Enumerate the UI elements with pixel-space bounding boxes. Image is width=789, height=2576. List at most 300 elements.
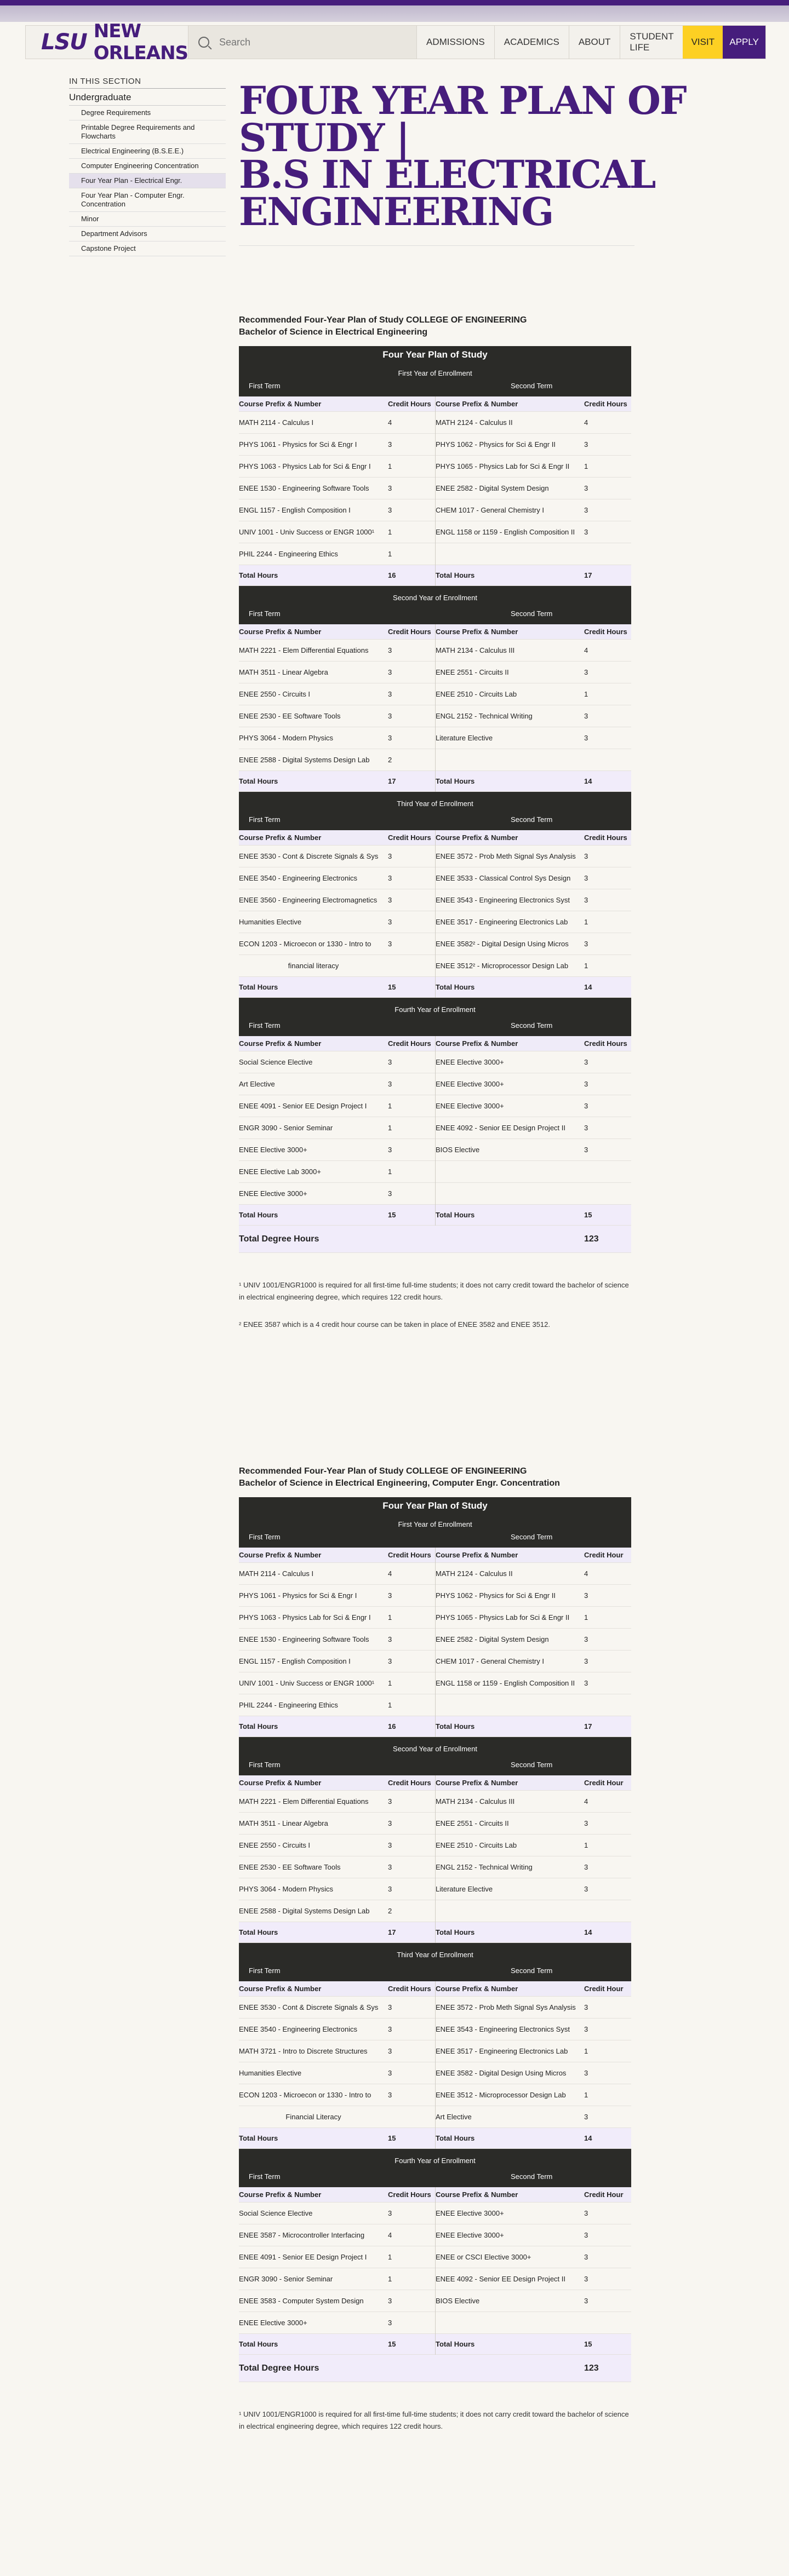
sidebar-item-computer-concentration[interactable]: Computer Engineering Concentration (69, 159, 226, 174)
course-first-term: ENEE 3540 - Engineering Electronics (239, 2025, 358, 2033)
credit-first-term: 3 (388, 440, 392, 449)
course-second-term: ENEE 3572 - Prob Meth Signal Sys Analysis (435, 846, 584, 867)
plan-heading-line2: Bachelor of Science in Electrical Engineering, Computer Engr. Concentration (239, 1479, 560, 1488)
credit-first-term: 1 (388, 550, 392, 558)
column-header-row (239, 1548, 631, 1563)
total-degree-label: Total Degree Hours (239, 1234, 319, 1244)
credit-first-term: 3 (388, 712, 392, 720)
nav-about[interactable]: ABOUT (569, 26, 620, 59)
course-first-term: ENEE Elective 3000+ (239, 2319, 307, 2327)
course-row (239, 412, 631, 434)
first-term-label: First Term (249, 610, 281, 618)
course-first-term: ENEE 2550 - Circuits I (239, 1841, 311, 1849)
credit-first-term: 3 (388, 918, 392, 926)
total-label-second: Total Hours (435, 771, 584, 792)
credit-first-term: 3 (388, 2003, 392, 2011)
year-label: First Year of Enrollment (398, 1520, 472, 1528)
course-row (239, 867, 631, 889)
credit-first-term: 3 (388, 2047, 392, 2055)
total-label-second: Total Hours (435, 565, 584, 586)
credit-second-term: 4 (584, 1797, 588, 1806)
search-icon[interactable] (198, 37, 209, 48)
credit-second-term: 3 (584, 506, 588, 514)
course-row (239, 543, 631, 565)
course-first-term: PHYS 3064 - Modern Physics (239, 1885, 333, 1893)
col-course-header: Course Prefix & Number (239, 1779, 322, 1787)
col-course-header: Course Prefix & Number (239, 833, 322, 842)
credit-second-term: 3 (584, 2209, 588, 2217)
first-term-label: First Term (249, 1533, 281, 1541)
credit-first-term: 1 (388, 1102, 392, 1110)
total-hours-row (239, 1205, 631, 1226)
course-second-term: ENEE 3517 - Engineering Electronics Lab (435, 911, 584, 933)
course-first-term: ENEE 1530 - Engineering Software Tools (239, 484, 369, 492)
column-header-row (239, 830, 631, 846)
course-first-term: PHYS 1061 - Physics for Sci & Engr I (239, 1591, 357, 1600)
sidebar-item-four-year-plan-ce[interactable]: Four Year Plan - Computer Engr. Concentration (69, 188, 226, 212)
course-first-term: MATH 2221 - Elem Differential Equations (239, 646, 369, 654)
course-first-term: PHYS 1063 - Physics Lab for Sci & Engr I (239, 1613, 371, 1622)
total-degree-value: 123 (584, 1234, 599, 1244)
course-second-term: ENEE 2510 - Circuits Lab (435, 1835, 584, 1856)
year-header (239, 2149, 631, 2187)
course-row (239, 2084, 631, 2106)
course-first-term: MATH 2114 - Calculus I (239, 418, 314, 427)
col-course-header-2: Course Prefix & Number (435, 1548, 584, 1563)
course-row (239, 705, 631, 727)
col-credit-header-2: Credit Hour (584, 1551, 624, 1559)
course-first-term: ENEE 3540 - Engineering Electronics (239, 874, 358, 882)
credit-first-term: 4 (388, 418, 392, 427)
course-first-term: ENEE Elective 3000+ (239, 1146, 307, 1154)
total-first-term: 15 (388, 983, 396, 991)
logo-new-orleans-text: NEW ORLEANS (93, 20, 188, 64)
course-second-term: CHEM 1017 - General Chemistry I (435, 1651, 584, 1672)
course-first-term: ENGL 1157 - English Composition I (239, 506, 351, 514)
year-label: First Year of Enrollment (398, 369, 472, 377)
course-row (239, 749, 631, 771)
total-label-second: Total Hours (435, 1922, 584, 1943)
credit-first-term: 2 (388, 1907, 392, 1915)
total-label-first: Total Hours (239, 1211, 278, 1219)
credit-first-term: 3 (388, 2025, 392, 2033)
course-first-term: Social Science Elective (239, 1058, 313, 1066)
course-row (239, 1900, 631, 1922)
sidebar-item-capstone[interactable]: Capstone Project (69, 242, 226, 256)
course-row (239, 521, 631, 543)
course-second-term: ENEE 3533 - Classical Control Sys Design (435, 867, 584, 889)
col-course-header: Course Prefix & Number (239, 1039, 322, 1048)
credit-second-term: 3 (584, 874, 588, 882)
course-first-term: Financial Literacy (285, 2113, 341, 2121)
course-row (239, 1835, 631, 1856)
total-first-term: 17 (388, 1928, 396, 1936)
total-degree-row (239, 2355, 631, 2382)
total-degree-spacer-2 (435, 2355, 584, 2382)
total-label-second: Total Hours (435, 2334, 584, 2355)
table-title: Four Year Plan of Study (382, 1500, 488, 1511)
course-first-term: ENEE 2550 - Circuits I (239, 690, 311, 698)
course-second-term: ENGL 1158 or 1159 - English Composition II (435, 1672, 584, 1694)
course-row (239, 640, 631, 662)
total-second-term: 17 (584, 571, 592, 579)
total-label-first: Total Hours (239, 1928, 278, 1936)
credit-second-term: 3 (584, 2069, 588, 2077)
year-header (239, 586, 631, 624)
course-second-term: ENEE 3582² - Digital Design Using Micros (435, 933, 584, 955)
nav-admissions[interactable]: ADMISSIONS (416, 26, 494, 59)
credit-first-term: 4 (388, 1569, 392, 1578)
lsu-new-orleans-logo[interactable] (26, 20, 188, 64)
col-credit-header-2: Credit Hour (584, 1985, 624, 1993)
course-row (239, 1161, 631, 1183)
sidebar-item-printable-requirements[interactable]: Printable Degree Requirements and Flowcharts (69, 120, 226, 144)
course-row (239, 1095, 631, 1117)
plan-heading-line2: Bachelor of Science in Electrical Engineering (239, 327, 428, 337)
course-first-term: financial literacy (288, 962, 339, 970)
col-course-header-2: Course Prefix & Number (435, 830, 584, 846)
course-row (239, 1813, 631, 1835)
credit-second-term: 3 (584, 2253, 588, 2261)
credit-second-term: 3 (584, 896, 588, 904)
course-row (239, 1183, 631, 1205)
credit-second-term: 3 (584, 668, 588, 676)
course-row (239, 499, 631, 521)
course-row (239, 1694, 631, 1716)
course-row (239, 2224, 631, 2246)
total-label-second: Total Hours (435, 1205, 584, 1226)
total-hours-row (239, 1922, 631, 1943)
column-header-row (239, 2187, 631, 2203)
credit-second-term: 3 (584, 1146, 588, 1154)
year-header (239, 998, 631, 1036)
column-header-row (239, 396, 631, 412)
course-row (239, 1878, 631, 1900)
credit-second-term: 3 (584, 1885, 588, 1893)
sidebar-heading-undergraduate[interactable]: Undergraduate (69, 89, 226, 106)
course-row (239, 846, 631, 867)
credit-second-term: 3 (584, 1591, 588, 1600)
first-term-label: First Term (249, 1967, 281, 1975)
col-course-header: Course Prefix & Number (239, 1985, 322, 1993)
plan-heading (239, 314, 631, 338)
second-term-label: Second Term (511, 2172, 553, 2181)
total-first-term: 16 (388, 1722, 396, 1730)
col-credit-header-2: Credit Hour (584, 1779, 624, 1787)
course-row (239, 1672, 631, 1694)
course-first-term: MATH 2114 - Calculus I (239, 1569, 314, 1578)
course-first-term: ENEE 2530 - EE Software Tools (239, 1863, 341, 1871)
credit-second-term: 3 (584, 1679, 588, 1687)
total-second-term: 14 (584, 1928, 592, 1936)
first-term-label: First Term (249, 1761, 281, 1769)
course-second-term: ENEE 2582 - Digital System Design (435, 478, 584, 499)
course-row (239, 933, 631, 955)
course-row (239, 1073, 631, 1095)
credit-first-term: 3 (388, 896, 392, 904)
plan-heading-line1: Recommended Four-Year Plan of Study COLLEGE OF ENGINEERING (239, 315, 527, 325)
total-first-term: 16 (388, 571, 396, 579)
title-divider (239, 245, 634, 246)
credit-second-term: 3 (584, 1635, 588, 1643)
course-first-term: Art Elective (239, 1080, 275, 1088)
course-first-term: UNIV 1001 - Univ Success or ENGR 1000¹ (239, 1679, 375, 1687)
credit-first-term: 3 (388, 1635, 392, 1643)
second-term-label: Second Term (511, 610, 553, 618)
course-first-term: MATH 2221 - Elem Differential Equations (239, 1797, 369, 1806)
course-row (239, 683, 631, 705)
course-second-term: ENEE Elective 3000+ (435, 1095, 584, 1117)
course-second-term: BIOS Elective (435, 1139, 584, 1161)
credit-first-term: 1 (388, 2275, 392, 2283)
credit-second-term: 3 (584, 2025, 588, 2033)
col-credit-header: Credit Hours (388, 1985, 431, 1993)
credit-first-term: 3 (388, 668, 392, 676)
total-hours-row (239, 1716, 631, 1737)
total-degree-value: 123 (584, 2363, 599, 2373)
visit-button[interactable]: VISIT (683, 26, 723, 59)
credit-second-term: 1 (584, 2047, 588, 2055)
credit-first-term: 3 (388, 1841, 392, 1849)
total-first-term: 15 (388, 2340, 396, 2348)
course-second-term: ENEE Elective 3000+ (435, 1051, 584, 1073)
credit-first-term: 3 (388, 1819, 392, 1827)
course-second-term: BIOS Elective (435, 2290, 584, 2312)
col-course-header: Course Prefix & Number (239, 1551, 322, 1559)
total-hours-row (239, 2128, 631, 2149)
course-first-term: ENEE 3530 - Cont & Discrete Signals & Sys (239, 2003, 379, 2011)
plan-heading (239, 1465, 631, 1490)
course-first-term: ENEE 4091 - Senior EE Design Project I (239, 1102, 367, 1110)
course-second-term: ENEE 3512 - Microprocessor Design Lab (435, 2084, 584, 2106)
credit-second-term: 3 (584, 484, 588, 492)
credit-second-term: 4 (584, 646, 588, 654)
second-term-label: Second Term (511, 382, 553, 390)
sidebar-item-advisors[interactable]: Department Advisors (69, 227, 226, 242)
search-input[interactable] (219, 37, 416, 48)
column-header-row (239, 624, 631, 640)
col-course-header-2: Course Prefix & Number (435, 2187, 584, 2203)
credit-second-term: 4 (584, 418, 588, 427)
course-second-term (435, 1900, 584, 1922)
course-first-term: ENEE 1530 - Engineering Software Tools (239, 1635, 369, 1643)
total-label-first: Total Hours (239, 983, 278, 991)
nav-academics[interactable]: ACADEMICS (494, 26, 569, 59)
course-first-term: PHYS 3064 - Modern Physics (239, 734, 333, 742)
course-row (239, 2019, 631, 2040)
credit-second-term: 1 (584, 2091, 588, 2099)
column-header-row (239, 1981, 631, 1997)
course-second-term: MATH 2134 - Calculus III (435, 640, 584, 662)
credit-second-term: 3 (584, 1124, 588, 1132)
col-credit-header: Credit Hours (388, 1551, 431, 1559)
course-first-term: ECON 1203 - Microecon or 1330 - Intro to (239, 2091, 371, 2099)
credit-first-term: 3 (388, 940, 392, 948)
course-second-term: PHYS 1062 - Physics for Sci & Engr II (435, 1585, 584, 1607)
total-degree-spacer-2 (435, 1226, 584, 1253)
course-row (239, 2290, 631, 2312)
col-course-header-2: Course Prefix & Number (435, 396, 584, 412)
sidebar-item-minor[interactable]: Minor (69, 212, 226, 227)
course-row (239, 2246, 631, 2268)
course-second-term: ENEE 2510 - Circuits Lab (435, 683, 584, 705)
nav-student-life[interactable]: STUDENT LIFE (620, 26, 683, 59)
course-first-term: ENEE 4091 - Senior EE Design Project I (239, 2253, 367, 2261)
sidebar-section-label: IN THIS SECTION (69, 77, 226, 89)
page-title-line2: B.S IN ELECTRICAL ENGINEERING (239, 152, 655, 234)
total-label-second: Total Hours (435, 977, 584, 998)
course-second-term: ENEE 3543 - Engineering Electronics Syst (435, 889, 584, 911)
sidebar-item-four-year-plan-ee[interactable]: Four Year Plan - Electrical Engr. (69, 174, 226, 188)
main-navigation (25, 20, 766, 64)
col-course-header: Course Prefix & Number (239, 400, 322, 408)
col-credit-header: Credit Hours (388, 400, 431, 408)
credit-first-term: 3 (388, 1885, 392, 1893)
total-first-term: 15 (388, 1211, 396, 1219)
credit-second-term: 3 (584, 734, 588, 742)
course-second-term: ENEE or CSCI Elective 3000+ (435, 2246, 584, 2268)
credit-second-term: 1 (584, 690, 588, 698)
course-row (239, 1139, 631, 1161)
column-header-row (239, 1775, 631, 1791)
course-row (239, 434, 631, 456)
first-term-label: First Term (249, 382, 281, 390)
credit-first-term: 3 (388, 1591, 392, 1600)
course-second-term: ENEE 3582 - Digital Design Using Micros (435, 2062, 584, 2084)
col-course-header-2: Course Prefix & Number (435, 624, 584, 640)
course-first-term: ENEE Elective Lab 3000+ (239, 1168, 321, 1176)
course-second-term: CHEM 1017 - General Chemistry I (435, 499, 584, 521)
total-second-term: 15 (584, 1211, 592, 1219)
credit-first-term: 3 (388, 852, 392, 860)
course-first-term: ENGR 3090 - Senior Seminar (239, 1124, 333, 1132)
col-credit-header-2: Credit Hour (584, 2190, 624, 2199)
course-second-term: MATH 2134 - Calculus III (435, 1791, 584, 1813)
year-header (239, 346, 631, 396)
credit-second-term: 3 (584, 2113, 588, 2121)
credit-first-term: 1 (388, 462, 392, 470)
credit-first-term: 2 (388, 756, 392, 764)
first-term-label: First Term (249, 2172, 281, 2181)
credit-first-term: 3 (388, 1058, 392, 1066)
section-sidebar (69, 77, 226, 256)
course-second-term (435, 749, 584, 771)
total-label-first: Total Hours (239, 777, 278, 785)
credit-first-term: 3 (388, 646, 392, 654)
course-row (239, 955, 631, 977)
course-second-term: ENEE Elective 3000+ (435, 2203, 584, 2224)
course-row (239, 456, 631, 478)
second-term-label: Second Term (511, 1761, 553, 1769)
course-row (239, 1629, 631, 1651)
credit-second-term: 3 (584, 940, 588, 948)
total-hours-row (239, 977, 631, 998)
col-credit-header-2: Credit Hours (584, 1039, 627, 1048)
course-first-term: ENEE Elective 3000+ (239, 1189, 307, 1198)
total-label-first: Total Hours (239, 2340, 278, 2348)
course-row (239, 478, 631, 499)
course-second-term: ENEE 2551 - Circuits II (435, 1813, 584, 1835)
credit-second-term: 3 (584, 2231, 588, 2239)
course-second-term (435, 1694, 584, 1716)
top-color-bar (0, 0, 789, 22)
credit-first-term: 3 (388, 506, 392, 514)
col-credit-header: Credit Hours (388, 1039, 431, 1048)
total-label-first: Total Hours (239, 2134, 278, 2142)
sidebar-item-degree-requirements[interactable]: Degree Requirements (69, 106, 226, 120)
year-label: Fourth Year of Enrollment (395, 1005, 476, 1014)
course-first-term: ECON 1203 - Microecon or 1330 - Intro to (239, 940, 371, 948)
search-box (188, 26, 416, 59)
credit-first-term: 3 (388, 484, 392, 492)
course-row (239, 2040, 631, 2062)
total-label-first: Total Hours (239, 1722, 278, 1730)
col-credit-header-2: Credit Hours (584, 400, 627, 408)
course-second-term: PHYS 1065 - Physics Lab for Sci & Engr II (435, 456, 584, 478)
credit-second-term: 3 (584, 528, 588, 536)
course-second-term: ENEE 3517 - Engineering Electronics Lab (435, 2040, 584, 2062)
credit-first-term: 1 (388, 1168, 392, 1176)
total-first-term: 15 (388, 2134, 396, 2142)
year-label: Second Year of Enrollment (393, 594, 477, 602)
logo-lsu-text: LSU (41, 30, 87, 55)
course-second-term: MATH 2124 - Calculus II (435, 1563, 584, 1585)
course-second-term: ENEE 3543 - Engineering Electronics Syst (435, 2019, 584, 2040)
credit-second-term: 1 (584, 918, 588, 926)
total-label-second: Total Hours (435, 1716, 584, 1737)
course-row (239, 1997, 631, 2019)
course-first-term: MATH 3721 - Intro to Discrete Structures (239, 2047, 368, 2055)
course-first-term: UNIV 1001 - Univ Success or ENGR 1000¹ (239, 528, 375, 536)
total-second-term: 14 (584, 983, 592, 991)
col-course-header: Course Prefix & Number (239, 2190, 322, 2199)
credit-first-term: 3 (388, 2069, 392, 2077)
apply-button[interactable]: APPLY (723, 26, 765, 59)
course-row (239, 1651, 631, 1672)
credit-first-term: 3 (388, 2209, 392, 2217)
footnote-2: ² ENEE 3587 which is a 4 credit hour course can be taken in place of ENEE 3582 and ENEE 3512. (239, 1320, 551, 1329)
course-row (239, 911, 631, 933)
footnote-1: ¹ UNIV 1001/ENGR1000 is required for all first-time full-time students; it does not carry credit toward the bachelor of science in electrical engineering degree, which requires 122 credit hours. (239, 1281, 629, 1301)
credit-second-term: 4 (584, 1569, 588, 1578)
credit-first-term: 1 (388, 1613, 392, 1622)
course-first-term: PHYS 1061 - Physics for Sci & Engr I (239, 440, 357, 449)
credit-second-term: 3 (584, 1102, 588, 1110)
course-first-term: ENEE 3560 - Engineering Electromagnetics (239, 896, 378, 904)
credit-first-term: 1 (388, 528, 392, 536)
year-label: Fourth Year of Enrollment (395, 2157, 476, 2165)
year-header (239, 1497, 631, 1548)
sidebar-item-electrical-engineering[interactable]: Electrical Engineering (B.S.E.E.) (69, 144, 226, 159)
credit-second-term: 1 (584, 462, 588, 470)
credit-first-term: 3 (388, 1863, 392, 1871)
credit-second-term: 3 (584, 712, 588, 720)
credit-first-term: 3 (388, 1146, 392, 1154)
credit-first-term: 3 (388, 690, 392, 698)
course-first-term: MATH 3511 - Linear Algebra (239, 668, 328, 676)
credit-first-term: 1 (388, 1124, 392, 1132)
credit-second-term: 1 (584, 1841, 588, 1849)
col-course-header: Course Prefix & Number (239, 628, 322, 636)
credit-first-term: 3 (388, 2319, 392, 2327)
second-term-label: Second Term (511, 1021, 553, 1030)
credit-first-term: 3 (388, 1657, 392, 1665)
plan-electrical-engineering (239, 314, 631, 1331)
course-second-term: ENEE 3572 - Prob Meth Signal Sys Analysis (435, 1997, 584, 2019)
credit-first-term: 3 (388, 1797, 392, 1806)
course-first-term: ENEE 3583 - Computer System Design (239, 2297, 364, 2305)
credit-second-term: 3 (584, 1657, 588, 1665)
